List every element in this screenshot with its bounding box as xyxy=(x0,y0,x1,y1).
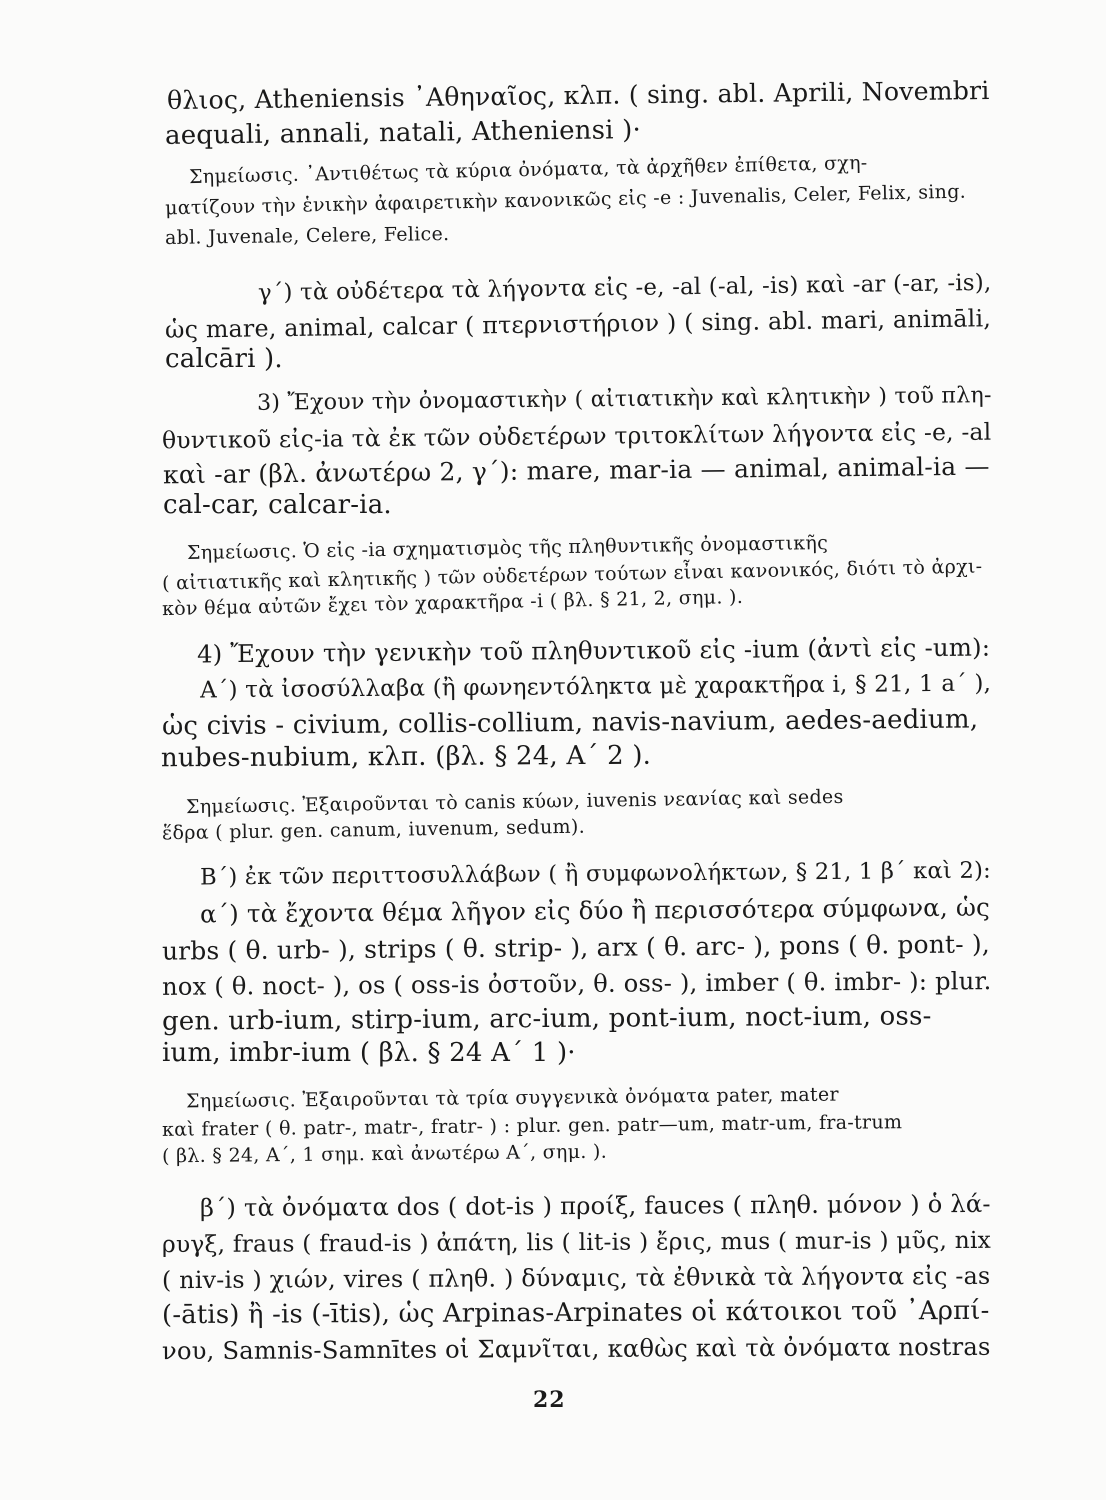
text-line: νου, Samnis-Samnītes οἱ Σαμνῖται, καθὼς καὶ τὰ ὀνόματα nostras xyxy=(161,1332,991,1366)
note-line: κὸν θέμα αὐτῶν ἔχει τὸν χαρακτῆρα -i ( βλ. § 21, 2, σημ. ). xyxy=(161,585,744,621)
text-line: cal-car, calcar-ia. xyxy=(163,490,392,520)
text-line: ὡς civis - civium, collis-collium, navis-navium, aedes-aedium, xyxy=(161,704,979,742)
text-line: nubes-nubium, κλπ. (βλ. § 24, Α΄ 2 ). xyxy=(160,740,652,774)
text-line: ium, imbr-ium ( βλ. § 24 Α΄ 1 )· xyxy=(162,1038,576,1068)
text-line: α΄) τὰ ἔχοντα θέμα λῆγον εἰς δύο ἢ περισσότερα σύμφωνα, ὡς xyxy=(199,892,991,929)
text-line: ρυγξ, fraus ( fraud-is ) ἀπάτη, lis ( lit-is ) ἔρις, mus ( mur-is ) μῦς, nix xyxy=(161,1225,992,1259)
note-line: Σημείωσις. ᾿Αντιθέτως τὰ κύρια ὀνόματα, τὰ ἀρχῆθεν ἐπίθετα, σχη- xyxy=(188,151,868,189)
note-line: abl. Juvenale, Celere, Felice. xyxy=(164,223,450,249)
text-line: Β΄) ἐκ τῶν περιττοσυλλάβων ( ἢ συμφωνολήκτων, § 21, 1 β΄ καὶ 2): xyxy=(199,857,992,891)
text-line: β΄) τὰ ὀνόματα dos ( dot-is ) προίξ, fauces ( πληθ. μόνον ) ὁ λά- xyxy=(199,1189,991,1223)
text-line: urbs ( θ. urb- ), strips ( θ. strip- ), arx ( θ. arc- ), pons ( θ. pont- ), xyxy=(161,929,991,966)
note-line: Σημείωσις. Ἐξαιροῦνται τὸ canis κύων, iuvenis νεανίας καὶ sedes xyxy=(185,785,844,819)
text-line: nox ( θ. noct- ), os ( oss-is ὀστοῦν, θ. oss- ), imber ( θ. imbr- ): plur. xyxy=(161,967,992,1001)
text-line: θυντικοῦ εἰς-ia τὰ ἐκ τῶν οὐδετέρων τριτοκλίτων λήγοντα εἰς -e, -al xyxy=(161,417,992,455)
text-line: ( niv-is ) χιών, vires ( πληθ. ) δύναμις, τὰ ἐθνικὰ τὰ λήγοντα εἰς -as xyxy=(161,1261,991,1295)
text-line: 3) Ἔχουν τὴν ὀνομαστικὴν ( αἰτιατικὴν καὶ κλητικὴν ) τοῦ πλη- xyxy=(256,382,992,416)
note-line: Σημείωσις. Ἐξαιροῦνται τὰ τρία συγγενικὰ ὀνόματα pater, mater xyxy=(185,1083,839,1113)
note-line: ( βλ. § 24, Α΄, 1 σημ. καὶ ἀνωτέρω Α΄, σημ. ). xyxy=(161,1140,608,1168)
text-line: καὶ -ar (βλ. ἀνωτέρω 2, γ΄): mare, mar-ia — animal, animal-ia — xyxy=(162,451,990,490)
text-line: Α΄) τὰ ἰσοσύλλαβα (ἢ φωνηεντόληκτα μὲ χαρακτῆρα i, § 21, 1 a΄ ), xyxy=(199,670,992,704)
note-line: ἕδρα ( plur. gen. canum, iuvenum, sedum). xyxy=(161,815,586,845)
note-line: καὶ frater ( θ. patr-, matr-, fratr- ) : plur. gen. patr—um, matr-um, fra-trum xyxy=(161,1111,903,1141)
text-line: gen. urb-ium, stirp-ium, arc-ium, pont-ium, noct-ium, oss- xyxy=(161,1001,932,1037)
note-line: ( αἰτιατικῆς καὶ κλητικῆς ) τῶν οὐδετέρων τούτων εἶναι κανονικός, διότι τὸ ἀρχι- xyxy=(161,555,983,595)
text-line: calcāri ). xyxy=(165,344,283,374)
text-line: 4) Ἔχουν τὴν γενικὴν τοῦ πληθυντικοῦ εἰς -ium (ἀντὶ εἰς -um): xyxy=(196,632,991,669)
note-line: Σημείωσις. Ὁ εἰς -ia σχηματισμὸς τῆς πληθυντικῆς ὀνομαστικῆς xyxy=(186,531,829,565)
text-line: γ΄) τὰ οὐδέτερα τὰ λήγοντα εἰς -e, -al (-al, -is) καὶ -ar (-ar, -is), xyxy=(257,269,992,307)
text-line: (-ātis) ἢ -is (-ītis), ὡς Arpinas-Arpinates οἱ κάτοικοι τοῦ ᾿Αρπί- xyxy=(161,1295,990,1331)
page-number: 22 xyxy=(533,1387,566,1413)
text-line: θλιος, Atheniensis ᾿Αθηναῖος, κλπ. ( sing. abl. Aprili, Novembri xyxy=(166,75,990,116)
text-line: aequali, annali, natali, Atheniensi )· xyxy=(164,115,642,151)
note-line: ματίζουν τὴν ἑνικὴν ἀφαιρετικὴν κανονικῶς εἰς -e : Juvenalis, Celer, Felix, sing. xyxy=(164,180,967,220)
text-line: ὡς mare, animal, calcar ( πτερνιστήριον ) ( sing. abl. mari, animāli, xyxy=(164,304,992,344)
